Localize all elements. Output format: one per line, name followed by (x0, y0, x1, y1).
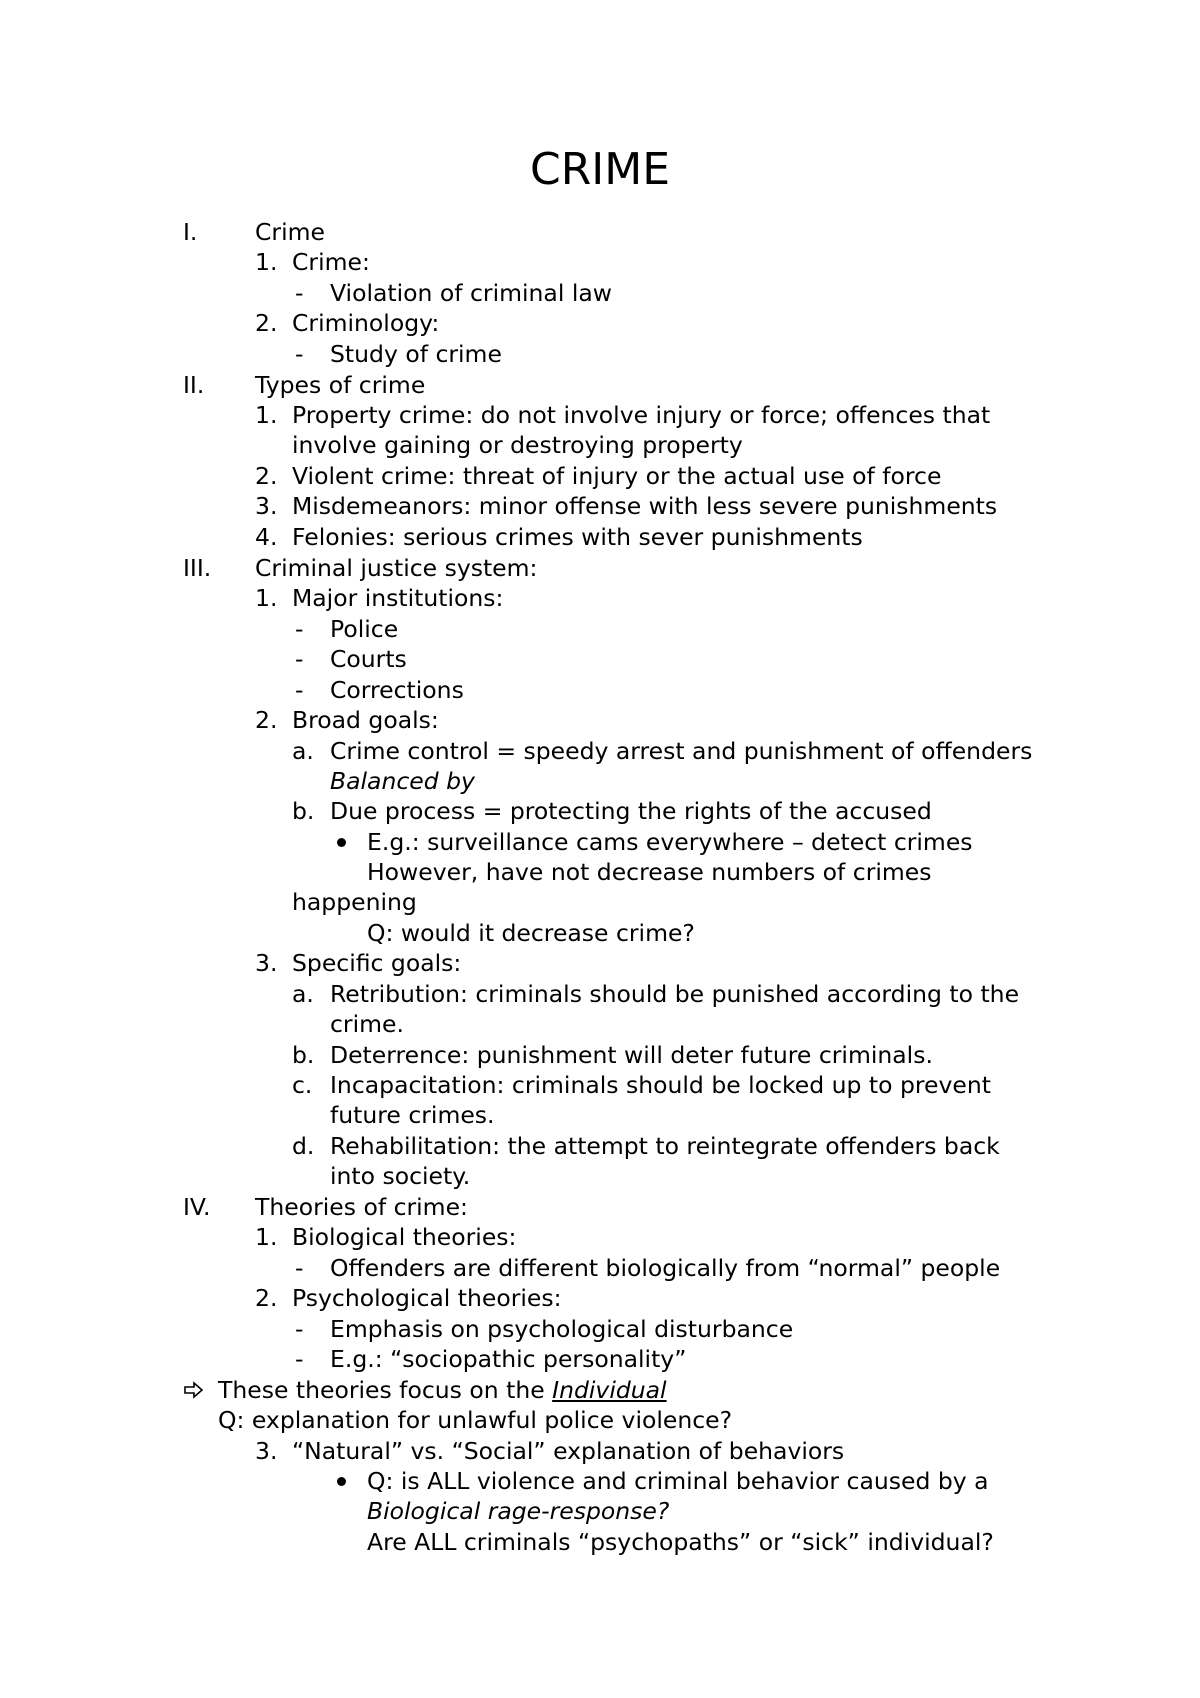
sub-item: Study of crime (330, 340, 502, 368)
dash-marker: - (295, 645, 304, 673)
list-item: Major institutions: (292, 584, 504, 612)
document-title: CRIME (529, 144, 671, 195)
item-marker: a. (292, 980, 314, 1008)
sub-item: Deterrence: punishment will deter future criminals. (330, 1041, 933, 1069)
list-item: Specific goals: (292, 949, 462, 977)
sub-item-continuation: into society. (330, 1162, 471, 1190)
bullet-item-continuation: happening (292, 888, 417, 916)
item-marker: d. (292, 1132, 315, 1160)
sub-item: Emphasis on psychological disturbance (330, 1315, 794, 1343)
dash-marker: - (295, 1345, 304, 1373)
section-marker: I. (183, 218, 198, 246)
dash-marker: - (295, 340, 304, 368)
item-marker: 2. (255, 309, 278, 337)
section-heading: Types of crime (255, 371, 426, 399)
bullet-item-continuation: Biological rage-response? (367, 1497, 670, 1525)
sub-item: Police (330, 615, 399, 643)
item-marker: 1. (255, 1223, 278, 1251)
dash-marker: - (295, 676, 304, 704)
list-item: “Natural” vs. “Social” explanation of behaviors (292, 1437, 845, 1465)
item-marker: 2. (255, 706, 278, 734)
list-item: Broad goals: (292, 706, 439, 734)
item-marker: b. (292, 797, 315, 825)
sub-item: Rehabilitation: the attempt to reintegrate offenders back (330, 1132, 1000, 1160)
sub-item-note: Balanced by (330, 767, 475, 795)
list-item: Violent crime: threat of injury or the actual use of force (292, 462, 942, 490)
list-item: Crime: (292, 248, 370, 276)
item-marker: 2. (255, 1284, 278, 1312)
list-item: Property crime: do not involve injury or force; offences that (292, 401, 991, 429)
arrow-note (218, 1375, 667, 1405)
arrow-note-emphasis: Individual (552, 1376, 667, 1404)
sub-item: Crime control = speedy arrest and punishment of offenders (330, 737, 1033, 765)
item-marker: 1. (255, 401, 278, 429)
section-heading: Criminal justice system: (255, 554, 538, 582)
sub-item: Violation of criminal law (330, 279, 612, 307)
section-heading: Crime (255, 218, 325, 246)
list-item: Biological theories: (292, 1223, 517, 1251)
sub-item-continuation: crime. (330, 1010, 404, 1038)
bullet-item: E.g.: surveillance cams everywhere – detect crimes (367, 828, 973, 856)
item-marker: 1. (255, 584, 278, 612)
arrow-right-icon (183, 1381, 205, 1399)
sub-item: E.g.: “sociopathic personality” (330, 1345, 687, 1373)
item-marker: 3. (255, 492, 278, 520)
item-marker: a. (292, 737, 314, 765)
list-item-continuation: involve gaining or destroying property (292, 431, 743, 459)
item-marker: 3. (255, 949, 278, 977)
section-heading: Theories of crime: (255, 1193, 468, 1221)
sub-item: Incapacitation: criminals should be locked up to prevent (330, 1071, 991, 1099)
sub-item: Offenders are different biologically from “normal” people (330, 1254, 1001, 1282)
list-item: Misdemeanors: minor offense with less severe punishments (292, 492, 998, 520)
bullet-icon (337, 838, 346, 847)
bullet-item-question: Q: would it decrease crime? (367, 919, 695, 947)
item-marker: 1. (255, 248, 278, 276)
dash-marker: - (295, 1315, 304, 1343)
sub-item: Retribution: criminals should be punished according to the (330, 980, 1020, 1008)
arrow-note-text: These theories focus on the (218, 1376, 553, 1404)
item-marker: 4. (255, 523, 278, 551)
item-marker: 3. (255, 1437, 278, 1465)
item-marker: b. (292, 1041, 315, 1069)
list-item: Felonies: serious crimes with sever punishments (292, 523, 863, 551)
list-item: Psychological theories: (292, 1284, 562, 1312)
bullet-item-continuation: However, have not decrease numbers of crimes (367, 858, 932, 886)
section-marker: III. (183, 554, 212, 582)
sub-item: Due process = protecting the rights of the accused (330, 797, 932, 825)
dash-marker: - (295, 615, 304, 643)
sub-item-continuation: future crimes. (330, 1101, 495, 1129)
dash-marker: - (295, 279, 304, 307)
sub-item: Courts (330, 645, 407, 673)
item-marker: 2. (255, 462, 278, 490)
bullet-item: Q: is ALL violence and criminal behavior caused by a (367, 1467, 989, 1495)
section-marker: II. (183, 371, 205, 399)
section-marker: IV. (183, 1193, 211, 1221)
bullet-item-question: Are ALL criminals “psychopaths” or “sick” individual? (367, 1528, 994, 1556)
sub-item: Corrections (330, 676, 464, 704)
dash-marker: - (295, 1254, 304, 1282)
item-marker: c. (292, 1071, 313, 1099)
bullet-icon (337, 1477, 346, 1486)
question-line: Q: explanation for unlawful police violence? (218, 1406, 733, 1434)
list-item: Criminology: (292, 309, 440, 337)
